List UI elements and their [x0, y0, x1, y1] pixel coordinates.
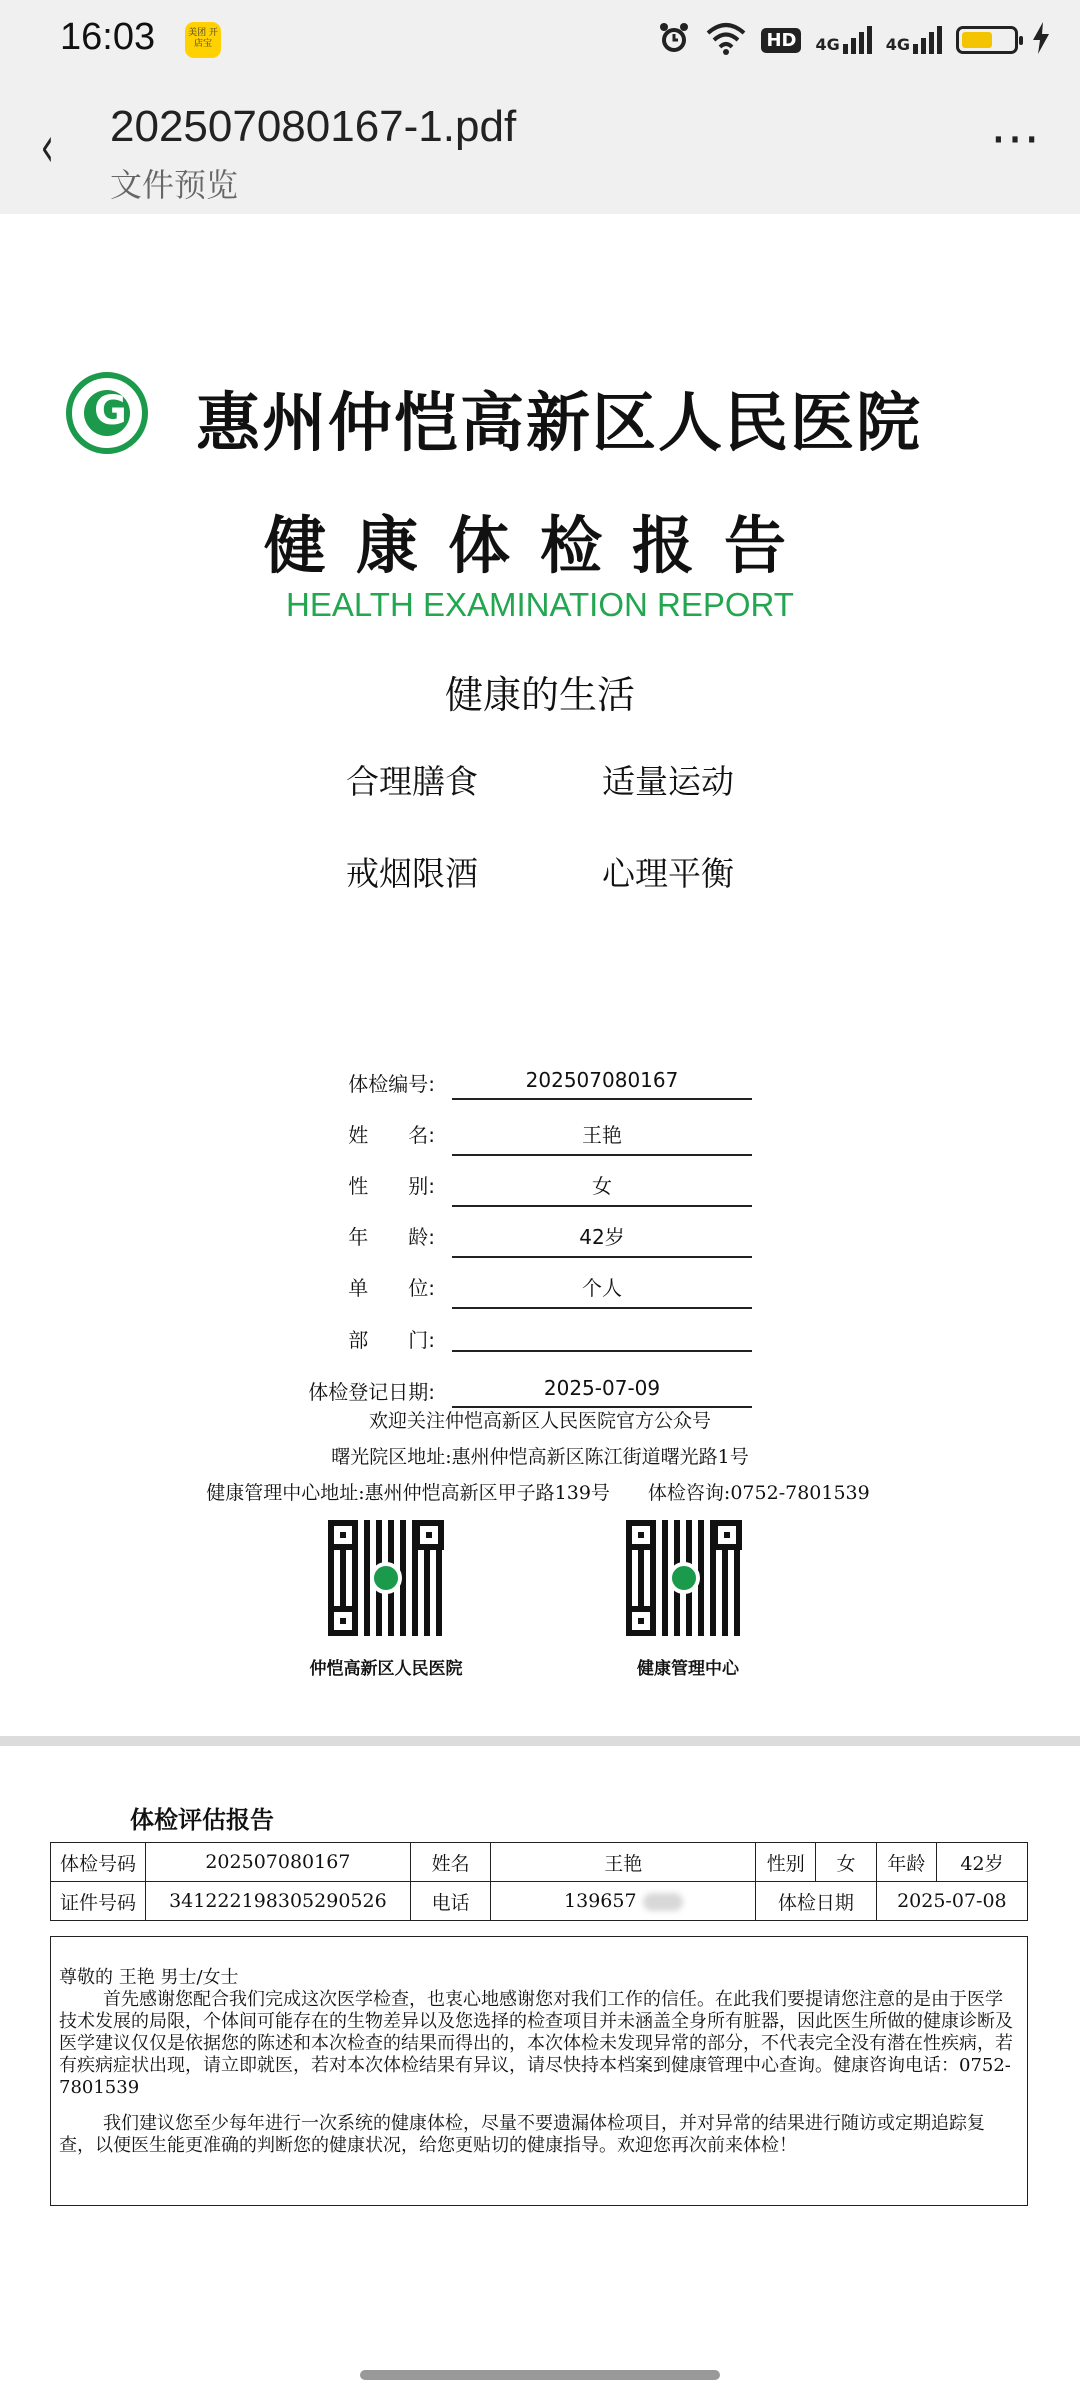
page-divider	[0, 1736, 1080, 1746]
signal-icon-2: 4G	[886, 26, 942, 54]
status-icons	[657, 20, 1050, 60]
letter-greeting: 尊敬的 王艳 男士/女士	[59, 1967, 239, 1988]
cell-value: 王艳	[491, 1843, 756, 1882]
address-health-center: 健康管理中心地址:惠州仲恺高新区甲子路139号 体检咨询:0752-7801539	[206, 1482, 870, 1504]
field-value: 2025-07-09	[452, 1376, 752, 1408]
field-value: 42岁	[452, 1221, 752, 1258]
qr-code-hospital	[328, 1520, 444, 1636]
field-label: 单 位:	[348, 1276, 435, 1300]
blurred-region	[643, 1893, 683, 1911]
letter-paragraph-1: 首先感谢您配合我们完成这次医学检查，也衷心地感谢您对我们工作的信任。在此我们要提请您注意的是由于医学技术发展的局限，个体间可能存在的生物差异以及您选择的检查项目并未涵盖全身所有脏器，因此医生所做的健康诊断及医学建议仅仅是依据您的陈述和本次检查的结果而得出的，本次体检未发现异常的部分，不代表完全没有潜在性疾病，若有疾病症状出现，请立即就医，若对本次体检结果有异议，请尽快持本档案到健康管理中心查询。健康咨询电话：0752-7801539	[59, 1989, 1013, 2098]
qr-caption-health-center: 健康管理中心	[637, 1659, 739, 1679]
field-value: 202507080167	[452, 1068, 752, 1100]
field-value: 个人	[452, 1272, 752, 1309]
cell-label: 电话	[410, 1882, 491, 1921]
back-arrow-icon[interactable]: ‹	[40, 115, 54, 180]
field-label: 性 别:	[348, 1174, 435, 1198]
charging-icon	[1032, 22, 1050, 58]
file-preview-subtitle: 文件预览	[110, 166, 239, 204]
field-label: 体检编号:	[348, 1072, 435, 1096]
follow-wechat-text: 欢迎关注仲恺高新区人民医院官方公众号	[368, 1410, 711, 1432]
qr-caption-hospital: 仲恺高新区人民医院	[309, 1659, 463, 1679]
status-bar	[0, 0, 1080, 80]
cell-value: 202507080167	[146, 1843, 411, 1882]
evaluation-letter	[50, 1936, 1028, 2206]
cell-label: 年龄	[876, 1843, 936, 1882]
tip-diet: 合理膳食	[346, 762, 478, 801]
field-label: 部 门:	[348, 1328, 435, 1352]
cell-label: 证件号码	[51, 1882, 146, 1921]
cell-label: 姓名	[410, 1843, 491, 1882]
report-title-en: HEALTH EXAMINATION REPORT	[286, 586, 794, 623]
more-options-icon[interactable]: ⋯	[990, 109, 1044, 167]
report-title: 健康体检报告	[263, 509, 816, 582]
alarm-icon	[657, 21, 691, 59]
field-value: 女	[452, 1170, 752, 1207]
signal-icon-1: 4G	[815, 26, 871, 54]
field-value: 王艳	[452, 1119, 752, 1156]
file-title: 202507080167-1.pdf	[110, 102, 517, 151]
field-label: 年 龄:	[348, 1225, 435, 1249]
table-row	[51, 1882, 1028, 1921]
cell-label: 体检号码	[51, 1843, 146, 1882]
hospital-logo	[66, 372, 148, 454]
cell-label: 性别	[756, 1843, 816, 1882]
toolbar	[0, 80, 1080, 214]
cell-value: 341222198305290526	[146, 1882, 411, 1921]
field-value	[452, 1324, 752, 1352]
address-shuguang: 曙光院区地址:惠州仲恺高新区陈江街道曙光路1号	[331, 1446, 749, 1468]
letter-paragraph-2: 我们建议您至少每年进行一次系统的健康体检，尽量不要遗漏体检项目，并对异常的结果进行随访或定期追踪复查，以便医生能更准确的判断您的健康状况，给您更贴切的健康指导。欢迎您再次前来体检！	[59, 2113, 985, 2156]
wifi-icon	[705, 21, 747, 59]
tip-no-smoking: 戒烟限酒	[346, 854, 478, 893]
cell-label: 体检日期	[756, 1882, 877, 1921]
qr-code-health-center	[626, 1520, 742, 1636]
hd-icon: HD	[761, 28, 801, 53]
field-label: 姓 名:	[348, 1123, 435, 1147]
battery-icon	[956, 26, 1018, 54]
evaluation-title: 体检评估报告	[130, 1806, 274, 1834]
cell-value: 42岁	[936, 1843, 1027, 1882]
cell-value: 2025-07-08	[876, 1882, 1027, 1921]
tip-mental-balance: 心理平衡	[602, 854, 734, 893]
field-label: 体检登记日期:	[308, 1380, 435, 1404]
table-row	[51, 1843, 1028, 1882]
meituan-app-icon: 美团 开店宝	[185, 22, 221, 58]
patient-info-table	[50, 1842, 1028, 1921]
phone-value: 139657	[564, 1890, 637, 1912]
status-time: 16:03	[60, 16, 156, 58]
healthy-life-heading: 健康的生活	[444, 673, 635, 717]
tip-exercise: 适量运动	[602, 762, 734, 801]
cell-value	[491, 1882, 756, 1921]
home-indicator[interactable]	[360, 2370, 720, 2380]
cell-value: 女	[816, 1843, 876, 1882]
hospital-name: 惠州仲恺高新区人民医院	[196, 386, 922, 461]
